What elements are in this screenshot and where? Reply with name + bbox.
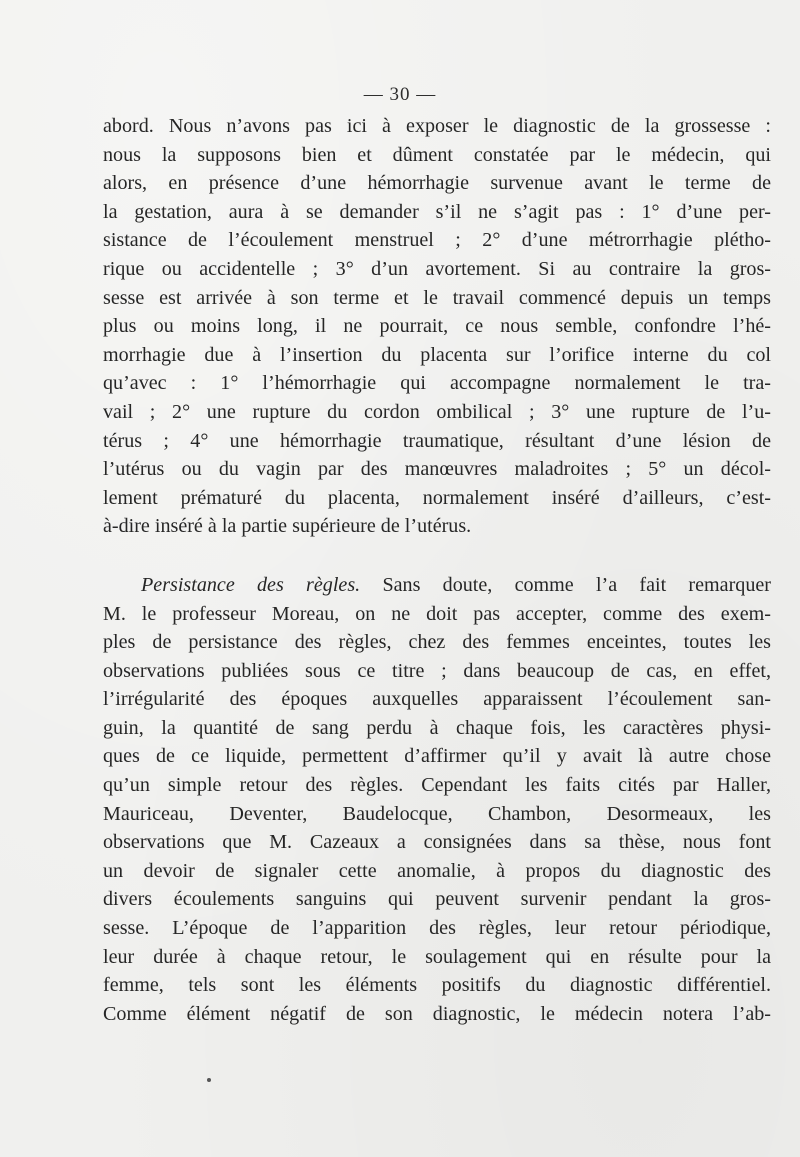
text-line: alors, en présence d’une hémorrhagie survenue avant le terme de <box>103 172 771 195</box>
text-line: observations que M. Cazeaux a consignées dans sa thèse, nous font <box>103 831 771 854</box>
text-line: sistance de l’écoulement menstruel ; 2° d’une métrorrhagie plétho- <box>103 229 771 252</box>
text-line: lement prématuré du placenta, normalement inséré d’ailleurs, c’est- <box>103 486 771 509</box>
text-line: vail ; 2° une rupture du cordon ombilical ; 3° une rupture de l’u- <box>103 400 771 423</box>
page-number: — 30 — <box>363 84 437 105</box>
text-line: à-dire inséré à la partie supérieure de l’utérus. <box>103 515 472 538</box>
section-heading: Persistance des règles. <box>141 573 361 596</box>
text-run: Sans doute, comme l’a fait remarquer <box>382 573 771 596</box>
paragraph-gap <box>103 541 771 571</box>
text-line: femme, tels sont les éléments positifs du diagnostic différentiel. <box>103 974 771 997</box>
text-line: sesse est arrivée à son terme et le travail commencé depuis un temps <box>103 286 771 309</box>
text-line: abord. Nous n’avons pas ici à exposer le diagnostic de la grossesse : <box>103 115 771 137</box>
text-line: sesse. L’époque de l’apparition des règles, leur retour périodique, <box>103 917 771 940</box>
text-line: qu’un simple retour des règles. Cependant les faits cités par Haller, <box>103 774 771 797</box>
text-line: M. le professeur Moreau, on ne doit pas accepter, comme des exem- <box>103 602 771 625</box>
text-line: leur durée à chaque retour, le soulagement qui en résulte pour la <box>103 945 771 968</box>
text-line: un devoir de signaler cette anomalie, à propos du diagnostic des <box>103 859 771 882</box>
text-line: térus ; 4° une hémorrhagie traumatique, résultant d’une lésion de <box>103 429 771 452</box>
text-line: observations publiées sous ce titre ; dans beaucoup de cas, en effet, <box>103 659 771 682</box>
text-line: guin, la quantité de sang perdu à chaque fois, les caractères physi- <box>103 716 771 739</box>
text-line: plus ou moins long, il ne pourrait, ce nous semble, confondre l’hé- <box>103 315 771 338</box>
text-line: Comme élément négatif de son diagnostic, le médecin notera l’ab- <box>103 1002 771 1025</box>
paragraph-2 <box>103 571 771 1029</box>
text-line: morrhagie due à l’insertion du placenta sur l’orifice interne du col <box>103 343 771 366</box>
text-line: l’irrégularité des époques auxquelles apparaissent l’écoulement san- <box>103 688 771 711</box>
body-text <box>103 112 771 1028</box>
text-line: Mauriceau, Deventer, Baudelocque, Chambon, Desormeaux, les <box>103 802 771 825</box>
text-line-first <box>103 571 771 600</box>
ink-speck <box>207 1078 211 1082</box>
text-line: ples de persistance des règles, chez des femmes enceintes, toutes les <box>103 631 771 654</box>
text-line: ques de ce liquide, permettent d’affirmer qu’il y avait là autre chose <box>103 745 771 768</box>
paragraph-1 <box>103 112 771 541</box>
text-line: l’utérus ou du vagin par des manœuvres maladroites ; 5° un décol- <box>103 458 771 481</box>
text-line: nous la supposons bien et dûment constatée par le médecin, qui <box>103 143 771 166</box>
text-line: rique ou accidentelle ; 3° d’un avortement. Si au contraire la gros- <box>103 257 771 280</box>
text-line: qu’avec : 1° l’hémorrhagie qui accompagne normalement le tra- <box>103 372 771 395</box>
text-line: divers écoulements sanguins qui peuvent survenir pendant la gros- <box>103 888 771 911</box>
text-line: la gestation, aura à se demander s’il ne s’agit pas : 1° d’une per- <box>103 200 771 223</box>
